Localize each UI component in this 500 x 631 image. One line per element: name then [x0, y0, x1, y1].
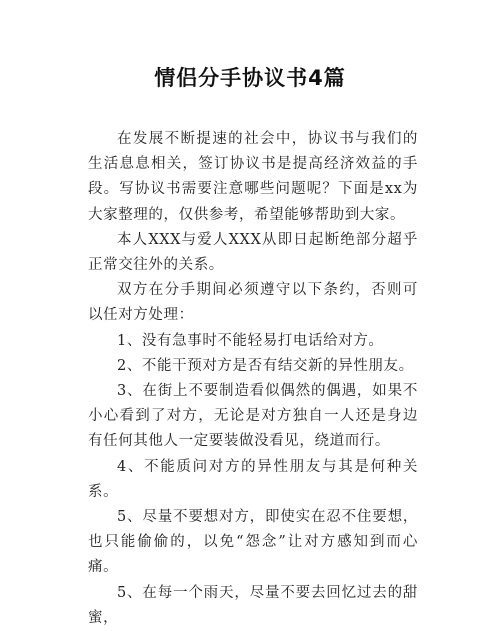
clause-2: 2、不能干预对方是否有结交新的异性朋友。 — [117, 357, 414, 374]
clause-4: 4、不能质问对方的异性朋友与其是何种关系。 — [88, 458, 418, 500]
clause-5: 5、尽量不要想对方，即使实在忍不住要想，也只能偷偷的，以免“怨念”让对方感知到而心痛。 — [88, 509, 418, 576]
clause-1: 1、没有急事时不能轻易打电话给对方。 — [117, 332, 384, 349]
paragraph-terms-intro: 双方在分手期间必须遵守以下条约，否则可以任对方处理： — [88, 282, 418, 324]
paragraph-intro: 在发展不断提速的社会中，协议书与我们的生活息息相关，签订协议书是提高经济效益的手段。写协议书需要注意哪些问题呢？下面是xx为大家整理的，仅供参考，希望能够帮助到大家。 — [88, 131, 418, 223]
clause-3: 3、在街上不要制造看似偶然的偶遇，如果不小心看到了对方，无论是对方独自一人还是身边有任何其他人一定要装做没看见，绕道而行。 — [88, 383, 418, 450]
document-title: 情侣分手协议书4篇 — [154, 66, 346, 90]
clause-5-repeat: 5、在每一个雨天，尽量不要去回忆过去的甜蜜， — [88, 584, 418, 626]
document-body — [88, 127, 418, 631]
paragraph-statement: 本人XXX与爱人XXX从即日起断绝部分超乎正常交往外的关系。 — [88, 231, 418, 274]
